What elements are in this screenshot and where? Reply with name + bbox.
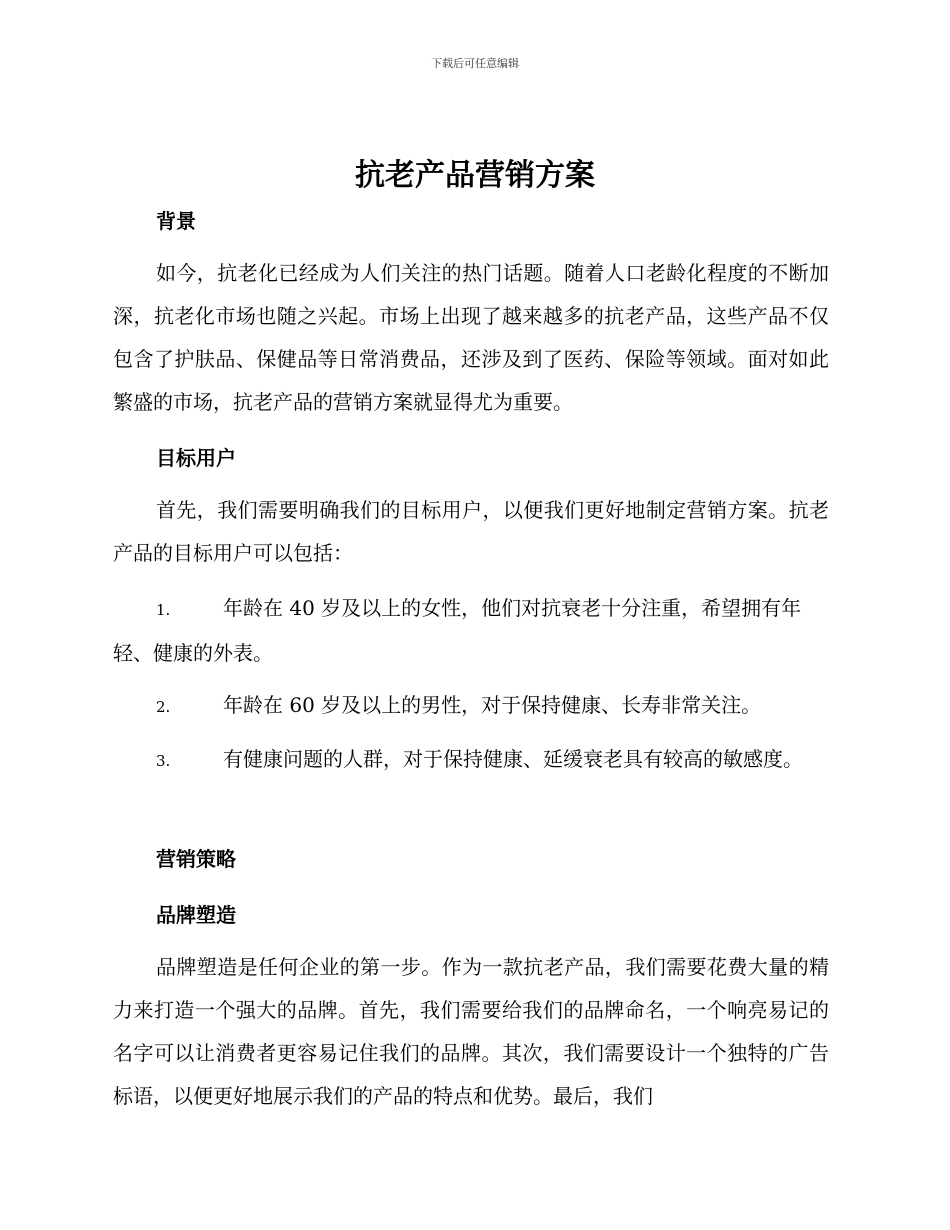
section-heading-target-users: 目标用户: [156, 446, 236, 470]
page-header-note: 下载后可任意编辑: [431, 57, 519, 70]
list-item-number: 2.: [156, 698, 171, 716]
list-item-text: 有健康问题的人群，对于保持健康、延缓衰老具有较高的敏感度。: [223, 747, 803, 771]
list-item-text: 年龄在 60 岁及以上的男性，对于保持健康、长寿非常关注。: [223, 693, 762, 717]
paragraph-branding: 品牌塑造是任何企业的第一步。作为一款抗老产品，我们需要花费大量的精力来打造一个强大的品牌。首先，我们需要给我们的品牌命名，一个响亮易记的名字可以让消费者更容易记住我们的品牌。其次，我们需要设计一个独特的广告标语，以便更好地展示我们的产品的特点和优势。最后，我们: [113, 955, 829, 1108]
list-item-number: 3.: [156, 752, 171, 770]
section-heading-strategy: 营销策略: [156, 847, 236, 871]
list-item-text: 年龄在 40 岁及以上的女性，他们对抗衰老十分注重，希望拥有年轻、健康的外表。: [113, 596, 802, 665]
paragraph-target-users: 首先，我们需要明确我们的目标用户，以便我们更好地制定营销方案。抗老产品的目标用户可以包括：: [113, 498, 829, 565]
list-item: [113, 684, 829, 729]
list-item: [113, 587, 829, 675]
section-heading-branding: 品牌塑造: [156, 903, 236, 927]
document-title: 抗老产品营销方案: [355, 158, 595, 193]
paragraph-background: 如今，抗老化已经成为人们关注的热门话题。随着人口老龄化程度的不断加深，抗老化市场也随之兴起。市场上出现了越来越多的抗老产品，这些产品不仅包含了护肤品、保健品等日常消费品，还涉及到了医药、保险等领域。面对如此繁盛的市场，抗老产品的营销方案就显得尤为重要。: [113, 261, 829, 414]
section-heading-background: 背景: [156, 209, 196, 233]
list-item-number: 1.: [156, 601, 171, 619]
list-item: [113, 738, 829, 783]
